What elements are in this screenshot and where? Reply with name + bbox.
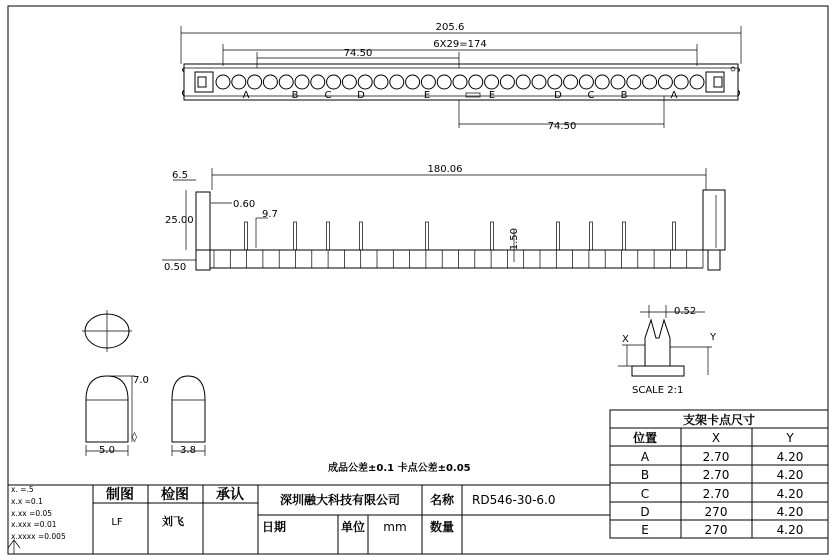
led-position-circle [658, 75, 672, 89]
top-label-right-d: D [554, 90, 562, 101]
led-position-circle [263, 75, 277, 89]
clip-post [590, 222, 593, 250]
led-position-circle [342, 75, 356, 89]
dim-6-5: 6.5 [172, 170, 188, 181]
top-label-left-b: B [291, 90, 299, 101]
check-label: 检图 [161, 487, 189, 503]
led-position-circle [564, 75, 578, 89]
led-position-circle [421, 75, 435, 89]
table-cell: 2.70 [702, 468, 730, 482]
draw-label: 制图 [106, 487, 134, 503]
scale-x-label: X [622, 334, 629, 345]
scale-text: SCALE 2:1 [632, 385, 684, 396]
table-cell: 4.20 [776, 523, 804, 537]
led-position-circle [595, 75, 609, 89]
tolerance-4: x.xxxx =0.005 [11, 532, 66, 541]
clip-post [557, 222, 560, 250]
drawer-name: LF [111, 517, 123, 528]
tolerance-1: x.x =0.1 [11, 497, 43, 506]
led-position-circle [453, 75, 467, 89]
led-position-circle [374, 75, 388, 89]
led-position-circle [627, 75, 641, 89]
led-position-circle [437, 75, 451, 89]
led-position-circle [611, 75, 625, 89]
table-cell: 270 [704, 505, 728, 519]
table-cell: 2.70 [702, 450, 730, 464]
unit-label: 单位 [340, 520, 366, 534]
led-position-circle [643, 75, 657, 89]
table-cell: E [641, 523, 649, 537]
side-view [162, 164, 725, 273]
led-position-circle [469, 75, 483, 89]
dim-0-60: 0.60 [233, 199, 256, 210]
led-position-circle [548, 75, 562, 89]
dim-right-74-50: 74.50 [547, 121, 577, 132]
tolerance-2: x.xx =0.05 [11, 509, 53, 518]
scale-y-label: Y [710, 332, 717, 343]
table-cell: 4.20 [776, 487, 804, 501]
approve-label: 承认 [216, 487, 244, 503]
led-position-circle [674, 75, 688, 89]
led-position-circle [232, 75, 246, 89]
led-position-circle [295, 75, 309, 89]
top-label-right-e: E [488, 90, 496, 101]
table-cell: 4.20 [776, 450, 804, 464]
dim-0-50: 0.50 [164, 262, 187, 273]
table-cell: 4.20 [776, 468, 804, 482]
unit-value: mm [383, 520, 407, 534]
table-cell: D [640, 505, 650, 519]
top-label-left-e: E [423, 90, 431, 101]
table-header-position: 位置 [632, 431, 658, 445]
company-name: 深圳融大科技有限公司 [279, 493, 401, 507]
led-position-circle [579, 75, 593, 89]
dim-9-7: 9.7 [262, 209, 278, 220]
clip-dimension-table [610, 410, 828, 538]
table-cell: 2.70 [702, 487, 730, 501]
name-label: 名称 [429, 493, 455, 507]
top-label-left-c: C [324, 90, 332, 101]
led-position-circle [516, 75, 530, 89]
part-name: RD546-30-6.0 [472, 493, 556, 507]
table-header-x: X [711, 431, 721, 445]
clip-post [245, 222, 248, 250]
top-label-right-b: B [620, 90, 628, 101]
top-label-left-a: A [242, 90, 250, 101]
led-position-circle [690, 75, 704, 89]
top-label-right-a: A [670, 90, 678, 101]
clip-post [426, 222, 429, 250]
clip-post [327, 222, 330, 250]
top-label-left-d: D [357, 90, 365, 101]
led-position-circle [532, 75, 546, 89]
detail-views [82, 310, 205, 456]
led-position-circle [279, 75, 293, 89]
diameter-mark: ◊ [132, 432, 137, 443]
lens-profile-2 [172, 376, 205, 442]
scale-detail [618, 305, 717, 396]
dim-5-0: 5.0 [99, 445, 115, 456]
table-cell: 270 [704, 523, 728, 537]
table-cell: B [640, 468, 650, 482]
led-position-circle [358, 75, 372, 89]
lens-profile-1 [86, 376, 128, 442]
led-position-circle [311, 75, 325, 89]
top-view [181, 22, 741, 132]
dim-1-50: 1.50 [509, 228, 520, 251]
led-position-circle [248, 75, 262, 89]
clip-post [294, 222, 297, 250]
clip-post [491, 222, 494, 250]
clip-post [623, 222, 626, 250]
dim-3-8: 3.8 [180, 445, 196, 456]
clip-post [673, 222, 676, 250]
led-position-circle [327, 75, 341, 89]
dim-25-00: 25.00 [165, 215, 194, 226]
led-position-circle [216, 75, 230, 89]
led-position-circle [390, 75, 404, 89]
led-position-circle [406, 75, 420, 89]
led-position-row [216, 75, 704, 89]
dim-overall-length: 205.6 [435, 22, 465, 33]
top-label-right-c: C [587, 90, 595, 101]
date-label: 日期 [262, 520, 287, 534]
dim-pitch: 6X29=174 [433, 39, 487, 50]
title-block [8, 485, 610, 554]
checker-name: 刘飞 [162, 515, 184, 528]
table-header-y: Y [786, 431, 794, 445]
clip-post [360, 222, 363, 250]
led-position-circle [485, 75, 499, 89]
dim-left-74-50: 74.50 [343, 48, 373, 59]
table-cell: 4.20 [776, 505, 804, 519]
rail-segments [214, 250, 703, 268]
tolerance-note: 成品公差±0.1 卡点公差±0.05 [328, 463, 471, 474]
qty-label: 数量 [429, 520, 455, 534]
dim-7-0: 7.0 [133, 375, 149, 386]
table-title: 支架卡点尺寸 [682, 413, 756, 427]
dim-180-06: 180.06 [427, 164, 463, 175]
dim-0-52: 0.52 [674, 306, 697, 317]
led-position-circle [500, 75, 514, 89]
datum-arrow-icon [8, 540, 20, 554]
table-cell: A [640, 450, 650, 464]
tolerance-0: x. =.5 [11, 485, 34, 494]
table-cell: C [640, 487, 650, 501]
tolerance-3: x.xxx =0.01 [11, 520, 57, 529]
clip-posts [245, 222, 676, 250]
